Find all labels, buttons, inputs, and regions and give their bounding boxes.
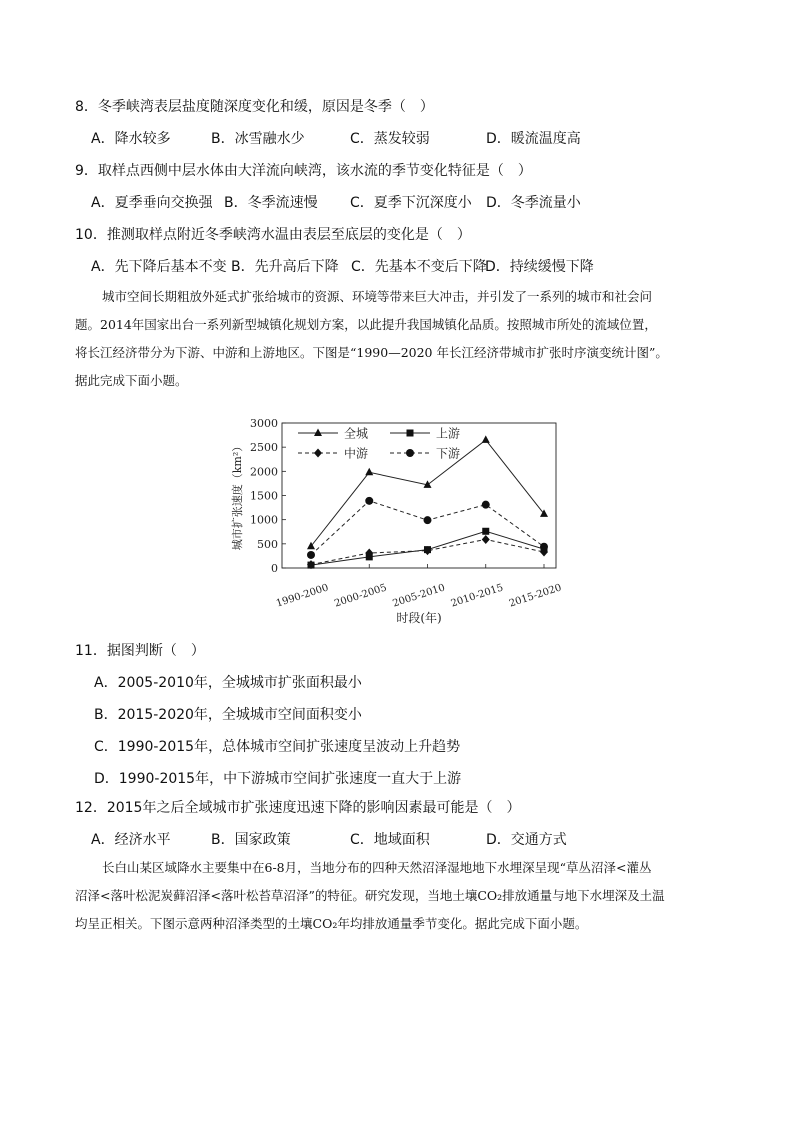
q10-option-a: A．先下降后基本不变 [91, 259, 227, 275]
legend-marker [314, 429, 322, 437]
q10-stem: 10．推测取样点附近冬季峡湾水温由表层至底层的变化是（ ） [75, 227, 471, 243]
y-tick-label: 500 [257, 537, 278, 551]
passage-2-line-1: 长白山某区域降水主要集中在6-8月，当地分布的四种天然沼泽湿地地下水埋深呈现“草丛沼泽<灌丛 [102, 860, 652, 875]
data-point [482, 501, 490, 509]
q10-option-b: B．先升高后下降 [231, 259, 339, 275]
data-point [482, 535, 490, 544]
passage-1-line-4: 据此完成下面小题。 [75, 373, 188, 388]
legend-item [390, 426, 460, 441]
y-tick-label: 0 [271, 562, 278, 575]
q11-option-c: C．1990-2015年，总体城市空间扩张速度呈波动上升趋势 [94, 739, 461, 755]
y-tick-label: 3000 [250, 417, 278, 430]
x-tick-label: 2005-2010 [391, 582, 447, 610]
q9-stem: 9．取样点西侧中层水体由大洋流向峡湾，该水流的季节变化特征是（ ） [75, 163, 532, 179]
q12-stem: 12．2015年之后全域城市扩张速度迅速下降的影响因素最可能是（ ） [75, 800, 521, 816]
legend-label: 上游 [436, 426, 461, 441]
x-tick-label: 2010-2015 [449, 582, 505, 610]
passage-1 [75, 283, 668, 395]
q8-option-d: D．暖流温度高 [486, 131, 581, 147]
legend-label: 中游 [344, 446, 369, 461]
q11-stem: 11．据图判断（ ） [75, 643, 205, 659]
x-tick-label: 1990-2000 [274, 582, 330, 610]
x-tick-label: 2015-2020 [507, 582, 563, 610]
y-tick-label: 2000 [250, 465, 278, 479]
y-tick-label: 1500 [250, 489, 278, 503]
data-point [307, 551, 315, 559]
q9-option-d: D．冬季流量小 [486, 195, 581, 211]
passage-2 [75, 854, 665, 938]
q12-option-b: B．国家政策 [211, 832, 291, 848]
y-tick-label: 2500 [250, 441, 278, 455]
q8-stem: 8．冬季峡湾表层盐度随深度变化和缓，原因是冬季（ ） [75, 99, 434, 115]
q8-option-a: A．降水较多 [91, 131, 171, 147]
q12-option-a: A．经济水平 [91, 832, 171, 848]
passage-2-line-3: 均呈正相关。下图示意两种沼泽类型的土壤CO₂年均排放通量季节变化。据此完成下面小题。 [75, 916, 588, 931]
q12-option-c: C．地域面积 [350, 832, 430, 848]
legend-marker [406, 449, 414, 457]
q8-option-c: C．蒸发较弱 [350, 131, 430, 147]
q9-option-c: C．夏季下沉深度小 [350, 195, 472, 211]
data-point [482, 528, 489, 535]
legend-label: 下游 [436, 446, 461, 461]
legend-marker [314, 449, 322, 458]
legend-label: 全城 [344, 426, 369, 441]
data-point [424, 516, 432, 524]
passage-2-line-2: 沼泽<落叶松泥炭藓沼泽<落叶松苔草沼泽”的特征。研究发现，当地土壤CO₂排放通量与地下水埋深及土温 [75, 888, 665, 903]
data-point [482, 435, 490, 443]
q8-option-b: B．冰雪融水少 [211, 131, 305, 147]
y-axis-label: 城市扩张速度（km²） [231, 440, 244, 551]
q11-option-b: B．2015-2020年，全城城市空间面积变小 [94, 707, 362, 723]
q11-option-d: D．1990-2015年，中下游城市空间扩张速度一直大于上游 [94, 771, 462, 787]
passage-1-line-3: 将长江经济带分为下游、中游和上游地区。下图是“1990—2020 年长江经济带城市扩张时序演变统计图”。 [75, 345, 668, 360]
legend-marker [407, 430, 414, 437]
q12-option-d: D．交通方式 [486, 832, 567, 848]
q10-option-c: C．先基本不变后下降 [351, 259, 487, 275]
passage-1-line-2: 题。2014年国家出台一系列新型城镇化规划方案，以此提升我国城镇化品质。按照城市所处的流域位置， [75, 317, 657, 332]
data-point [365, 468, 373, 476]
data-point [540, 543, 548, 551]
x-tick-label: 2000-2005 [333, 582, 389, 610]
q9-option-b: B．冬季流速慢 [224, 195, 318, 211]
q9-option-a: A．夏季垂向交换强 [91, 195, 213, 211]
data-point [365, 497, 373, 505]
series-中游 [307, 535, 548, 569]
x-axis-label: 时段(年) [396, 611, 442, 625]
q10-option-d: D．持续缓慢下降 [485, 259, 594, 275]
q11-option-a: A．2005-2010年，全城城市扩张面积最小 [94, 675, 362, 691]
legend-item [390, 447, 460, 461]
y-tick-label: 1000 [250, 513, 278, 527]
legend-item [298, 426, 368, 441]
legend-item [298, 446, 368, 461]
city-expansion-chart [228, 410, 568, 630]
passage-1-line-1: 城市空间长期粗放外延式扩张给城市的资源、环境等带来巨大冲击，并引发了一系列的城市和社会问 [102, 289, 653, 304]
